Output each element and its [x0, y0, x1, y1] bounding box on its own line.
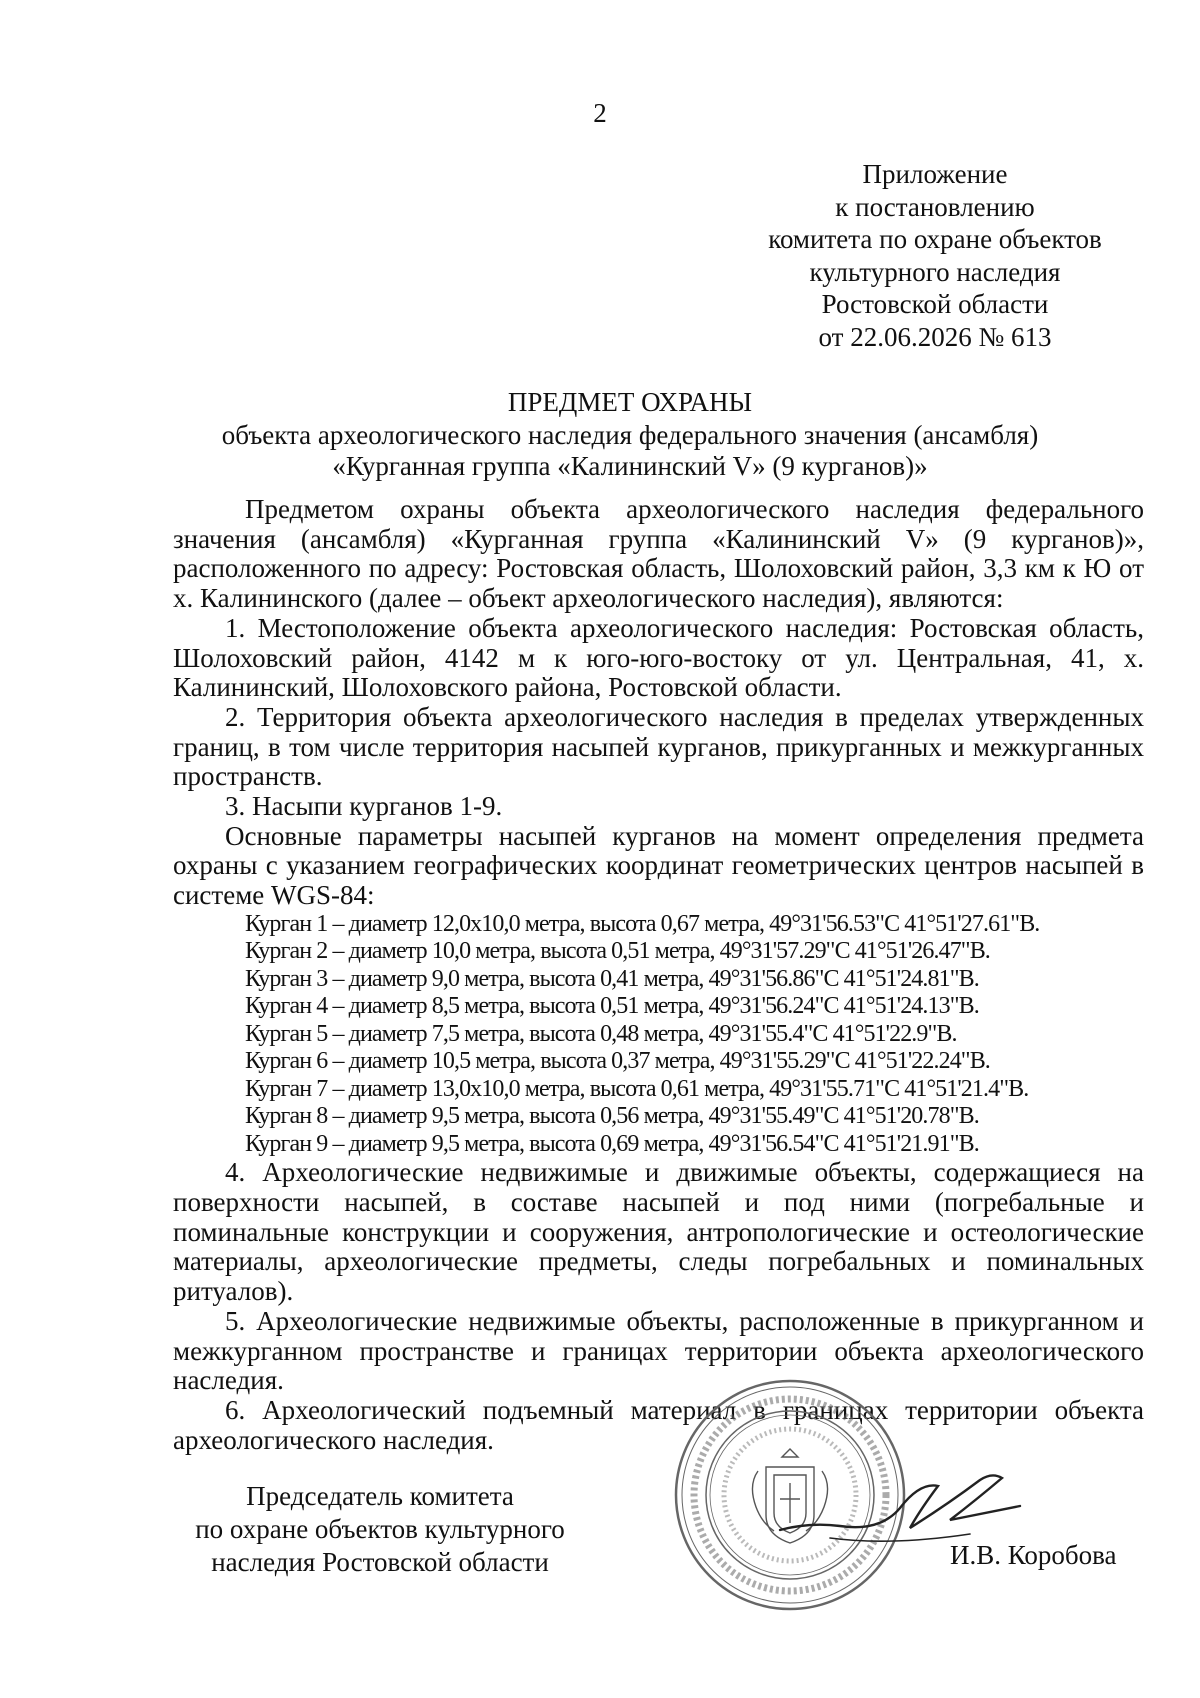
kurgan-line: Курган 7 – диаметр 13,0х10,0 метра, высота 0,61 метра, 49°31'55.71"С 41°51'21.4"В.: [245, 1075, 1029, 1102]
appendix-line: Ростовской области: [821, 289, 1049, 319]
kurgan-line: Курган 5 – диаметр 7,5 метра, высота 0,48 метра, 49°31'55.4"С 41°51'22.9"В.: [245, 1020, 957, 1047]
params-paragraph: Основные параметры насыпей курганов на момент определения предмета охраны с указанием географических координат геометрических центров насыпей в системе WGS-84:: [173, 820, 1144, 911]
subtitle-line: объекта археологического наследия федерального значения (ансамбля): [221, 420, 1039, 450]
signatory-position-line: наследия Ростовской области: [211, 1547, 549, 1577]
kurgan-line: Курган 2 – диаметр 10,0 метра, высота 0,51 метра, 49°31'57.29"С 41°51'26.47"В.: [245, 938, 990, 965]
appendix-line: комитета по охране объектов: [768, 224, 1102, 254]
signatory-position-line: по охране объектов культурного: [195, 1514, 565, 1544]
signatory-position-line: Председатель комитета: [246, 1481, 514, 1511]
kurgan-line: Курган 6 – диаметр 10,5 метра, высота 0,37 метра, 49°31'55.29"С 41°51'22.24"В.: [245, 1048, 990, 1075]
kurgan-line: Курган 4 – диаметр 8,5 метра, высота 0,51 метра, 49°31'56.24"С 41°51'24.13"В.: [245, 993, 979, 1020]
item-4-paragraph: 4. Археологические недвижимые и движимые объекты, содержащиеся на поверхности насыпей, в составе насыпей и под ними (погребальные и поминальные конструкции и сооружения, антропологические и остеологические материалы, археологические предметы, следы погребальных и поминальных ритуалов).: [173, 1157, 1144, 1307]
appendix-line: культурного наследия: [809, 256, 1061, 287]
kurgan-line: Курган 1 – диаметр 12,0х10,0 метра, высота 0,67 метра, 49°31'56.53"С 41°51'27.61"В.: [245, 910, 1040, 937]
subtitle-line: «Курганная группа «Калининский V» (9 курганов)»: [332, 451, 928, 481]
item-6-paragraph: 6. Археологический подъемный материал в границах территории объекта археологического наследия.: [173, 1394, 1144, 1455]
kurgan-line: Курган 8 – диаметр 9,5 метра, высота 0,56 метра, 49°31'55.49"С 41°51'20.78"В.: [245, 1103, 979, 1130]
page-number: 2: [593, 98, 607, 128]
signatory-name: И.В. Коробова: [950, 1540, 1117, 1570]
document-body: [173, 495, 1144, 1455]
item-2-paragraph: 2. Территория объекта археологического наследия в пределах утвержденных границ, в том числе территория насыпей курганов, прикурганных и межкурганных пространств.: [173, 701, 1144, 792]
appendix-block: [740, 158, 1130, 353]
appendix-line: к постановлению: [835, 191, 1035, 222]
item-1-paragraph: 1. Местоположение объекта археологического наследия: Ростовская область, Шолоховский район, 4142 м к юго-юго-востоку от ул. Центральная, 41, х. Калининский, Шолоховского района, Ростовской области.: [173, 612, 1144, 703]
kurgan-line: Курган 9 – диаметр 9,5 метра, высота 0,69 метра, 49°31'56.54"С 41°51'21.91"В.: [245, 1130, 979, 1157]
item-5-paragraph: 5. Археологические недвижимые объекты, расположенные в прикурганном и межкурганном пространстве и границах территории объекта археологического наследия.: [173, 1305, 1144, 1396]
appendix-line: Приложение: [862, 159, 1008, 189]
item-3-paragraph: 3. Насыпи курганов 1-9.: [225, 791, 503, 822]
appendix-date-number: от 22.06.2026 № 613: [818, 321, 1052, 352]
document-title: ПРЕДМЕТ ОХРАНЫ: [507, 387, 753, 417]
document-subtitle: [120, 420, 1140, 482]
intro-paragraph: Предметом охраны объекта археологического наследия федерального значения (ансамбля) «Курганная группа «Калининский V» (9 курганов)», расположенного по адресу: Ростовская область, Шолоховский район, 3,3 км к Ю от х. Калининского (далее – объект археологического наследия), являются:: [173, 494, 1144, 614]
signatory-position: [170, 1480, 590, 1579]
kurgan-line: Курган 3 – диаметр 9,0 метра, высота 0,41 метра, 49°31'56.86"С 41°51'24.81"В.: [245, 965, 979, 992]
